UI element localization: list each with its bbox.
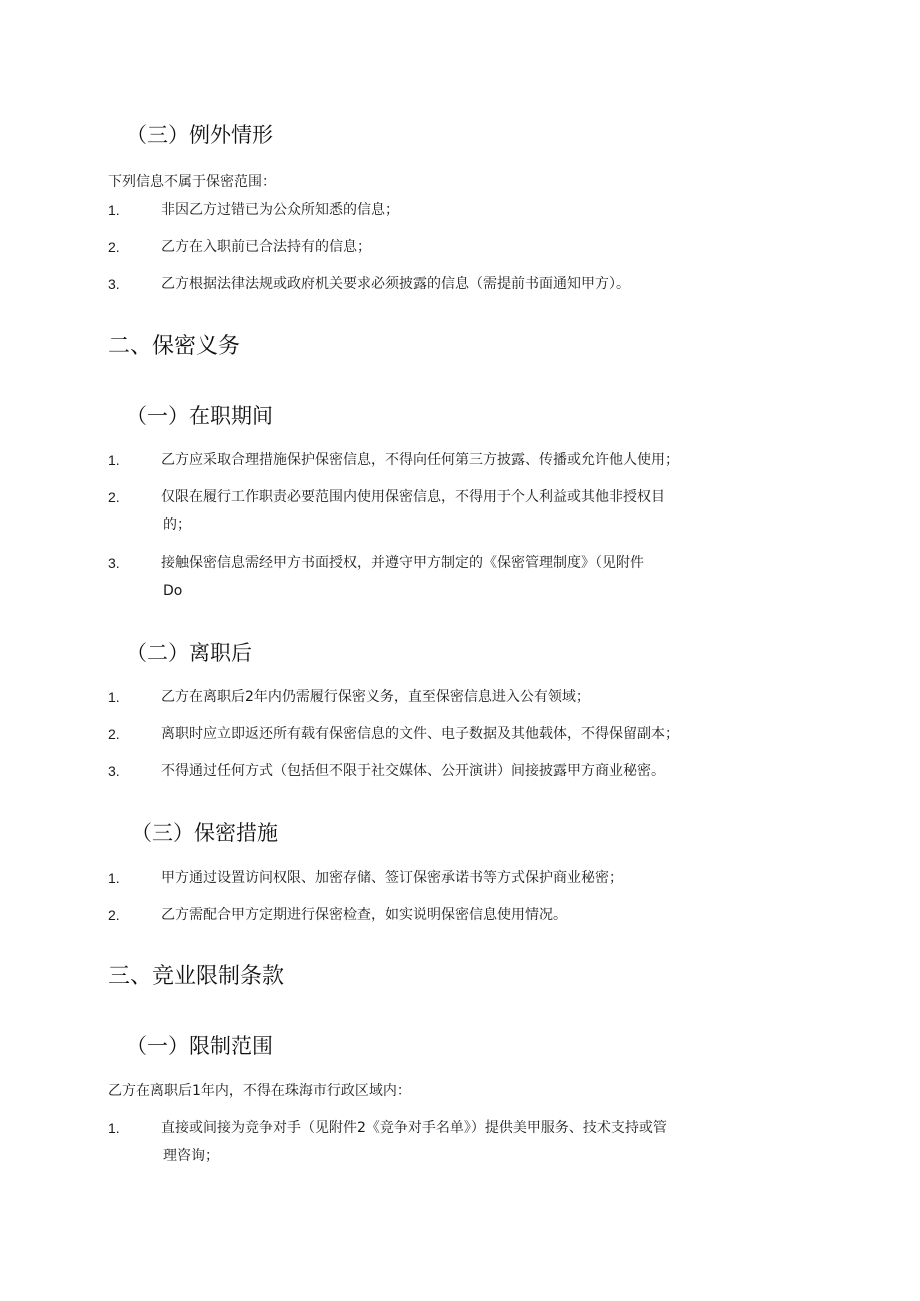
list-item-number: 2. — [108, 907, 120, 923]
list-item-text: 仅限在履行工作职责必要范围内使用保密信息，不得用于个人利益或其他非授权目 — [161, 489, 665, 505]
section-heading-confidentiality-obligations: 二、保密义务 — [108, 334, 241, 359]
list-item-text: 乙方根据法律法规或政府机关要求必须披露的信息（需提前书面通知甲方）。 — [161, 276, 630, 292]
section-heading-after-resignation: （二）离职后 — [126, 641, 252, 665]
list-item-number: 1. — [108, 452, 120, 468]
list-item-text-continuation: 理咨询； — [163, 1148, 219, 1164]
list-item-text-continuation: Do — [163, 583, 183, 599]
list-item-number: 3. — [108, 763, 120, 779]
list-item-text: 乙方在入职前已合法持有的信息； — [161, 239, 371, 255]
list-item-text: 乙方在离职后2年内仍需履行保密义务，直至保密信息进入公有领域； — [161, 689, 590, 705]
list-item-text: 离职时应立即返还所有载有保密信息的文件、电子数据及其他载体，不得保留副本； — [161, 726, 679, 742]
exceptions-intro: 下列信息不属于保密范围： — [108, 174, 276, 190]
list-item-number: 3. — [108, 555, 120, 571]
list-item-number: 3. — [108, 276, 120, 292]
list-item-text: 直接或间接为竞争对手（见附件2《竞争对手名单》）提供美甲服务、技术支持或管 — [161, 1120, 667, 1136]
section-heading-confidentiality-measures: （三）保密措施 — [131, 821, 278, 845]
list-item-text: 不得通过任何方式（包括但不限于社交媒体、公开演讲）间接披露甲方商业秘密。 — [161, 763, 665, 779]
section-heading-during-employment: （一）在职期间 — [126, 404, 273, 428]
section-heading-restriction-scope: （一）限制范围 — [126, 1034, 273, 1058]
section-heading-exceptions: （三）例外情形 — [126, 123, 273, 147]
list-item-number: 2. — [108, 726, 120, 742]
list-item-number: 1. — [108, 202, 120, 218]
list-item-text: 接触保密信息需经甲方书面授权，并遵守甲方制定的《保密管理制度》（见附件 — [161, 555, 644, 571]
restriction-intro: 乙方在离职后1年内，不得在珠海市行政区域内： — [108, 1083, 411, 1099]
list-item-number: 2. — [108, 239, 120, 255]
list-item-number: 1. — [108, 1120, 120, 1136]
list-item-text-continuation: 的； — [163, 517, 191, 533]
list-item-number: 1. — [108, 689, 120, 705]
list-item-text: 非因乙方过错已为公众所知悉的信息； — [161, 202, 399, 218]
list-item-number: 1. — [108, 870, 120, 886]
section-heading-non-compete: 三、竞业限制条款 — [108, 964, 285, 989]
list-item-number: 2. — [108, 489, 120, 505]
list-item-text: 乙方需配合甲方定期进行保密检查，如实说明保密信息使用情况。 — [161, 907, 567, 923]
list-item-text: 乙方应采取合理措施保护保密信息，不得向任何第三方披露、传播或允许他人使用； — [161, 452, 679, 468]
list-item-text: 甲方通过设置访问权限、加密存储、签订保密承诺书等方式保护商业秘密； — [161, 870, 623, 886]
